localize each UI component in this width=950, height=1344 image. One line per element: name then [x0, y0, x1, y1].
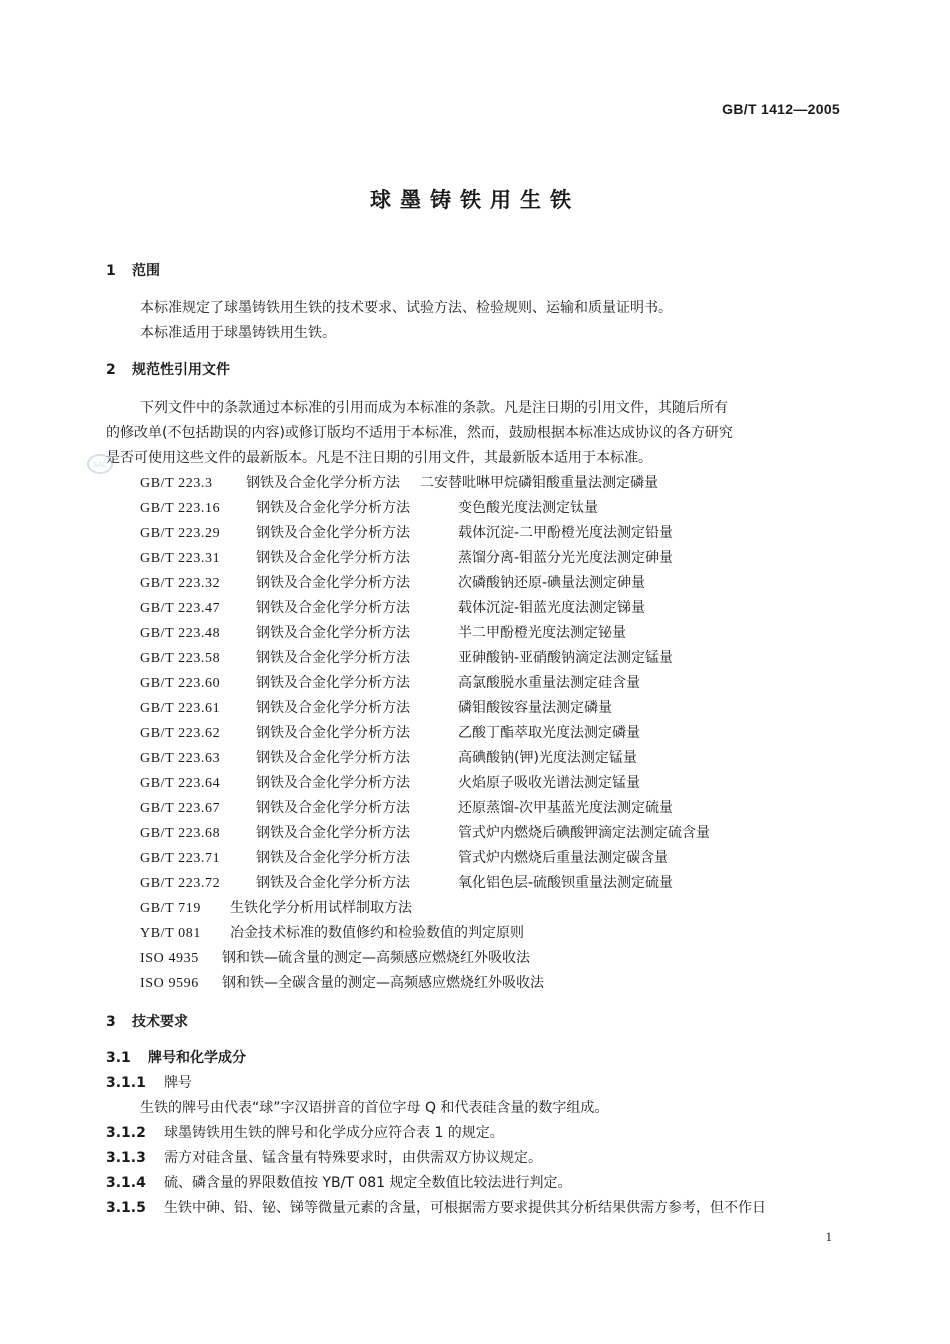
reference-subtitle: 乙酸丁酯萃取光度法测定磷量	[458, 725, 640, 741]
reference-item	[140, 973, 544, 994]
reference-code: GB/T 223.71	[140, 851, 221, 866]
reference-code: ISO 9596	[140, 976, 199, 991]
reference-code: GB/T 223.61	[140, 701, 221, 716]
reference-code: GB/T 719	[140, 901, 201, 916]
reference-subtitle: 亚砷酸钠-亚硝酸钠滴定法测定锰量	[458, 650, 674, 666]
reference-code: GB/T 223.31	[140, 551, 221, 566]
subsection-number: 3.1.1	[106, 1075, 146, 1091]
svg-text:SAC: SAC	[92, 461, 108, 469]
watermark-stamp-icon	[86, 452, 114, 476]
page-number: 1	[825, 1229, 832, 1244]
reference-code: GB/T 223.16	[140, 501, 221, 516]
reference-title: 钢铁及合金化学分析方法	[256, 550, 410, 566]
reference-subtitle: 变色酸光度法测定钛量	[458, 500, 598, 516]
reference-title: 冶金技术标准的数值修约和检验数值的判定原则	[230, 925, 524, 941]
paragraph: 是否可使用这些文件的最新版本。凡是不注日期的引用文件，其最新版本适用于本标准。	[106, 450, 652, 466]
subsection-3-1-2	[106, 1123, 504, 1143]
reference-subtitle: 氧化铝色层-硫酸钡重量法测定硫量	[458, 875, 674, 891]
reference-item	[140, 723, 640, 744]
subsection-number: 3.1.4	[106, 1175, 146, 1191]
reference-code: GB/T 223.47	[140, 601, 221, 616]
reference-item	[140, 873, 674, 894]
section-number: 2	[106, 362, 116, 378]
reference-item	[140, 698, 612, 719]
reference-item	[140, 898, 412, 919]
reference-title: 钢铁及合金化学分析方法	[256, 800, 410, 816]
reference-title: 钢铁及合金化学分析方法	[256, 850, 410, 866]
reference-subtitle: 二安替吡啉甲烷磷钼酸重量法测定磷量	[420, 475, 658, 491]
reference-code: ISO 4935	[140, 951, 199, 966]
reference-title: 生铁化学分析用试样制取方法	[230, 900, 412, 916]
reference-item	[140, 823, 710, 844]
section-number: 1	[106, 263, 116, 279]
reference-item	[140, 673, 640, 694]
reference-item	[140, 598, 646, 619]
subsection-number: 3.1	[106, 1050, 131, 1066]
reference-title: 钢铁及合金化学分析方法	[256, 825, 410, 841]
reference-item	[140, 648, 674, 669]
reference-title: 钢和铁—硫含量的测定—高频感应燃烧红外吸收法	[222, 950, 530, 966]
reference-code: GB/T 223.64	[140, 776, 221, 791]
reference-code: GB/T 223.63	[140, 751, 221, 766]
subsection-3-1-3	[106, 1148, 542, 1168]
section-1-heading	[106, 261, 160, 281]
section-title: 规范性引用文件	[132, 362, 230, 378]
reference-item	[140, 548, 674, 569]
reference-item	[140, 773, 640, 794]
reference-subtitle: 火焰原子吸收光谱法测定锰量	[458, 775, 640, 791]
subsection-title: 牌号和化学成分	[148, 1050, 246, 1066]
subsection-number: 3.1.2	[106, 1125, 146, 1141]
reference-title: 钢铁及合金化学分析方法	[256, 650, 410, 666]
paragraph: 球墨铸铁用生铁的牌号和化学成分应符合表 1 的规定。	[164, 1125, 504, 1141]
paragraph: 生铁的牌号由代表“球”字汉语拼音的首位字母 Q 和代表硅含量的数字组成。	[140, 1100, 609, 1116]
reference-item	[140, 523, 674, 544]
section-3-heading	[106, 1012, 188, 1032]
standard-code: GB/T 1412—2005	[722, 101, 840, 117]
reference-subtitle: 还原蒸馏-次甲基蓝光度法测定硫量	[458, 800, 674, 816]
subsection-title: 牌号	[164, 1075, 192, 1091]
reference-subtitle: 磷钼酸铵容量法测定磷量	[458, 700, 612, 716]
paragraph: 的修改单(不包括勘误的内容)或修订版均不适用于本标准，然而，鼓励根据本标准达成协议的各方研究	[106, 425, 733, 441]
reference-item	[140, 623, 626, 644]
reference-code: GB/T 223.68	[140, 826, 221, 841]
reference-subtitle: 蒸馏分离-钼蓝分光光度法测定砷量	[458, 550, 674, 566]
reference-item	[140, 798, 674, 819]
reference-title: 钢铁及合金化学分析方法	[256, 750, 410, 766]
section-number: 3	[106, 1014, 116, 1030]
paragraph: 生铁中砷、铅、铋、锑等微量元素的含量，可根据需方要求提供其分析结果供需方参考，但不作日	[164, 1200, 766, 1216]
reference-code: GB/T 223.3	[140, 476, 213, 491]
reference-item	[140, 473, 658, 494]
reference-code: GB/T 223.32	[140, 576, 221, 591]
reference-title: 钢铁及合金化学分析方法	[256, 875, 410, 891]
reference-title: 钢铁及合金化学分析方法	[256, 625, 410, 641]
reference-code: GB/T 223.48	[140, 626, 221, 641]
reference-subtitle: 载体沉淀-钼蓝光度法测定锑量	[458, 600, 646, 616]
subsection-number: 3.1.5	[106, 1200, 146, 1216]
reference-subtitle: 高碘酸钠(钾)光度法测定锰量	[458, 750, 637, 766]
reference-item	[140, 573, 646, 594]
reference-title: 钢铁及合金化学分析方法	[256, 600, 410, 616]
subsection-3-1-5	[106, 1198, 766, 1218]
reference-title: 钢铁及合金化学分析方法	[256, 775, 410, 791]
reference-subtitle: 半二甲酚橙光度法测定铋量	[458, 625, 626, 641]
reference-code: GB/T 223.67	[140, 801, 221, 816]
reference-item	[140, 848, 668, 869]
paragraph: 需方对硅含量、锰含量有特殊要求时，由供需双方协议规定。	[164, 1150, 542, 1166]
reference-item	[140, 498, 598, 519]
subsection-3-1	[106, 1048, 246, 1068]
reference-title: 钢铁及合金化学分析方法	[256, 575, 410, 591]
reference-item	[140, 923, 524, 944]
reference-subtitle: 管式炉内燃烧后碘酸钾滴定法测定硫含量	[458, 825, 710, 841]
reference-title: 钢铁及合金化学分析方法	[256, 700, 410, 716]
subsection-number: 3.1.3	[106, 1150, 146, 1166]
paragraph: 下列文件中的条款通过本标准的引用而成为本标准的条款。凡是注日期的引用文件，其随后所有	[140, 400, 728, 416]
reference-subtitle: 载体沉淀-二甲酚橙光度法测定铅量	[458, 525, 674, 541]
reference-code: GB/T 223.62	[140, 726, 221, 741]
subsection-3-1-1	[106, 1073, 192, 1093]
reference-code: GB/T 223.58	[140, 651, 221, 666]
paragraph: 硫、磷含量的界限数值按 YB/T 081 规定全数值比较法进行判定。	[164, 1175, 572, 1191]
paragraph: 本标准规定了球墨铸铁用生铁的技术要求、试验方法、检验规则、运输和质量证明书。	[140, 300, 672, 316]
subsection-3-1-4	[106, 1173, 572, 1193]
reference-item	[140, 748, 637, 769]
section-title: 技术要求	[132, 1014, 188, 1030]
paragraph: 本标准适用于球墨铸铁用生铁。	[140, 325, 336, 341]
reference-title: 钢铁及合金化学分析方法	[246, 475, 400, 491]
reference-item	[140, 948, 530, 969]
reference-subtitle: 高氯酸脱水重量法测定硅含量	[458, 675, 640, 691]
reference-code: GB/T 223.60	[140, 676, 221, 691]
document-title: 球墨铸铁用生铁	[370, 188, 580, 212]
reference-code: GB/T 223.72	[140, 876, 221, 891]
reference-code: GB/T 223.29	[140, 526, 221, 541]
reference-title: 钢铁及合金化学分析方法	[256, 525, 410, 541]
reference-title: 钢铁及合金化学分析方法	[256, 500, 410, 516]
reference-title: 钢和铁—全碳含量的测定—高频感应燃烧红外吸收法	[222, 975, 544, 991]
reference-title: 钢铁及合金化学分析方法	[256, 675, 410, 691]
reference-title: 钢铁及合金化学分析方法	[256, 725, 410, 741]
section-2-heading	[106, 360, 230, 380]
section-title: 范围	[132, 263, 160, 279]
reference-code: YB/T 081	[140, 926, 201, 941]
reference-subtitle: 管式炉内燃烧后重量法测定碳含量	[458, 850, 668, 866]
reference-subtitle: 次磷酸钠还原-碘量法测定砷量	[458, 575, 646, 591]
